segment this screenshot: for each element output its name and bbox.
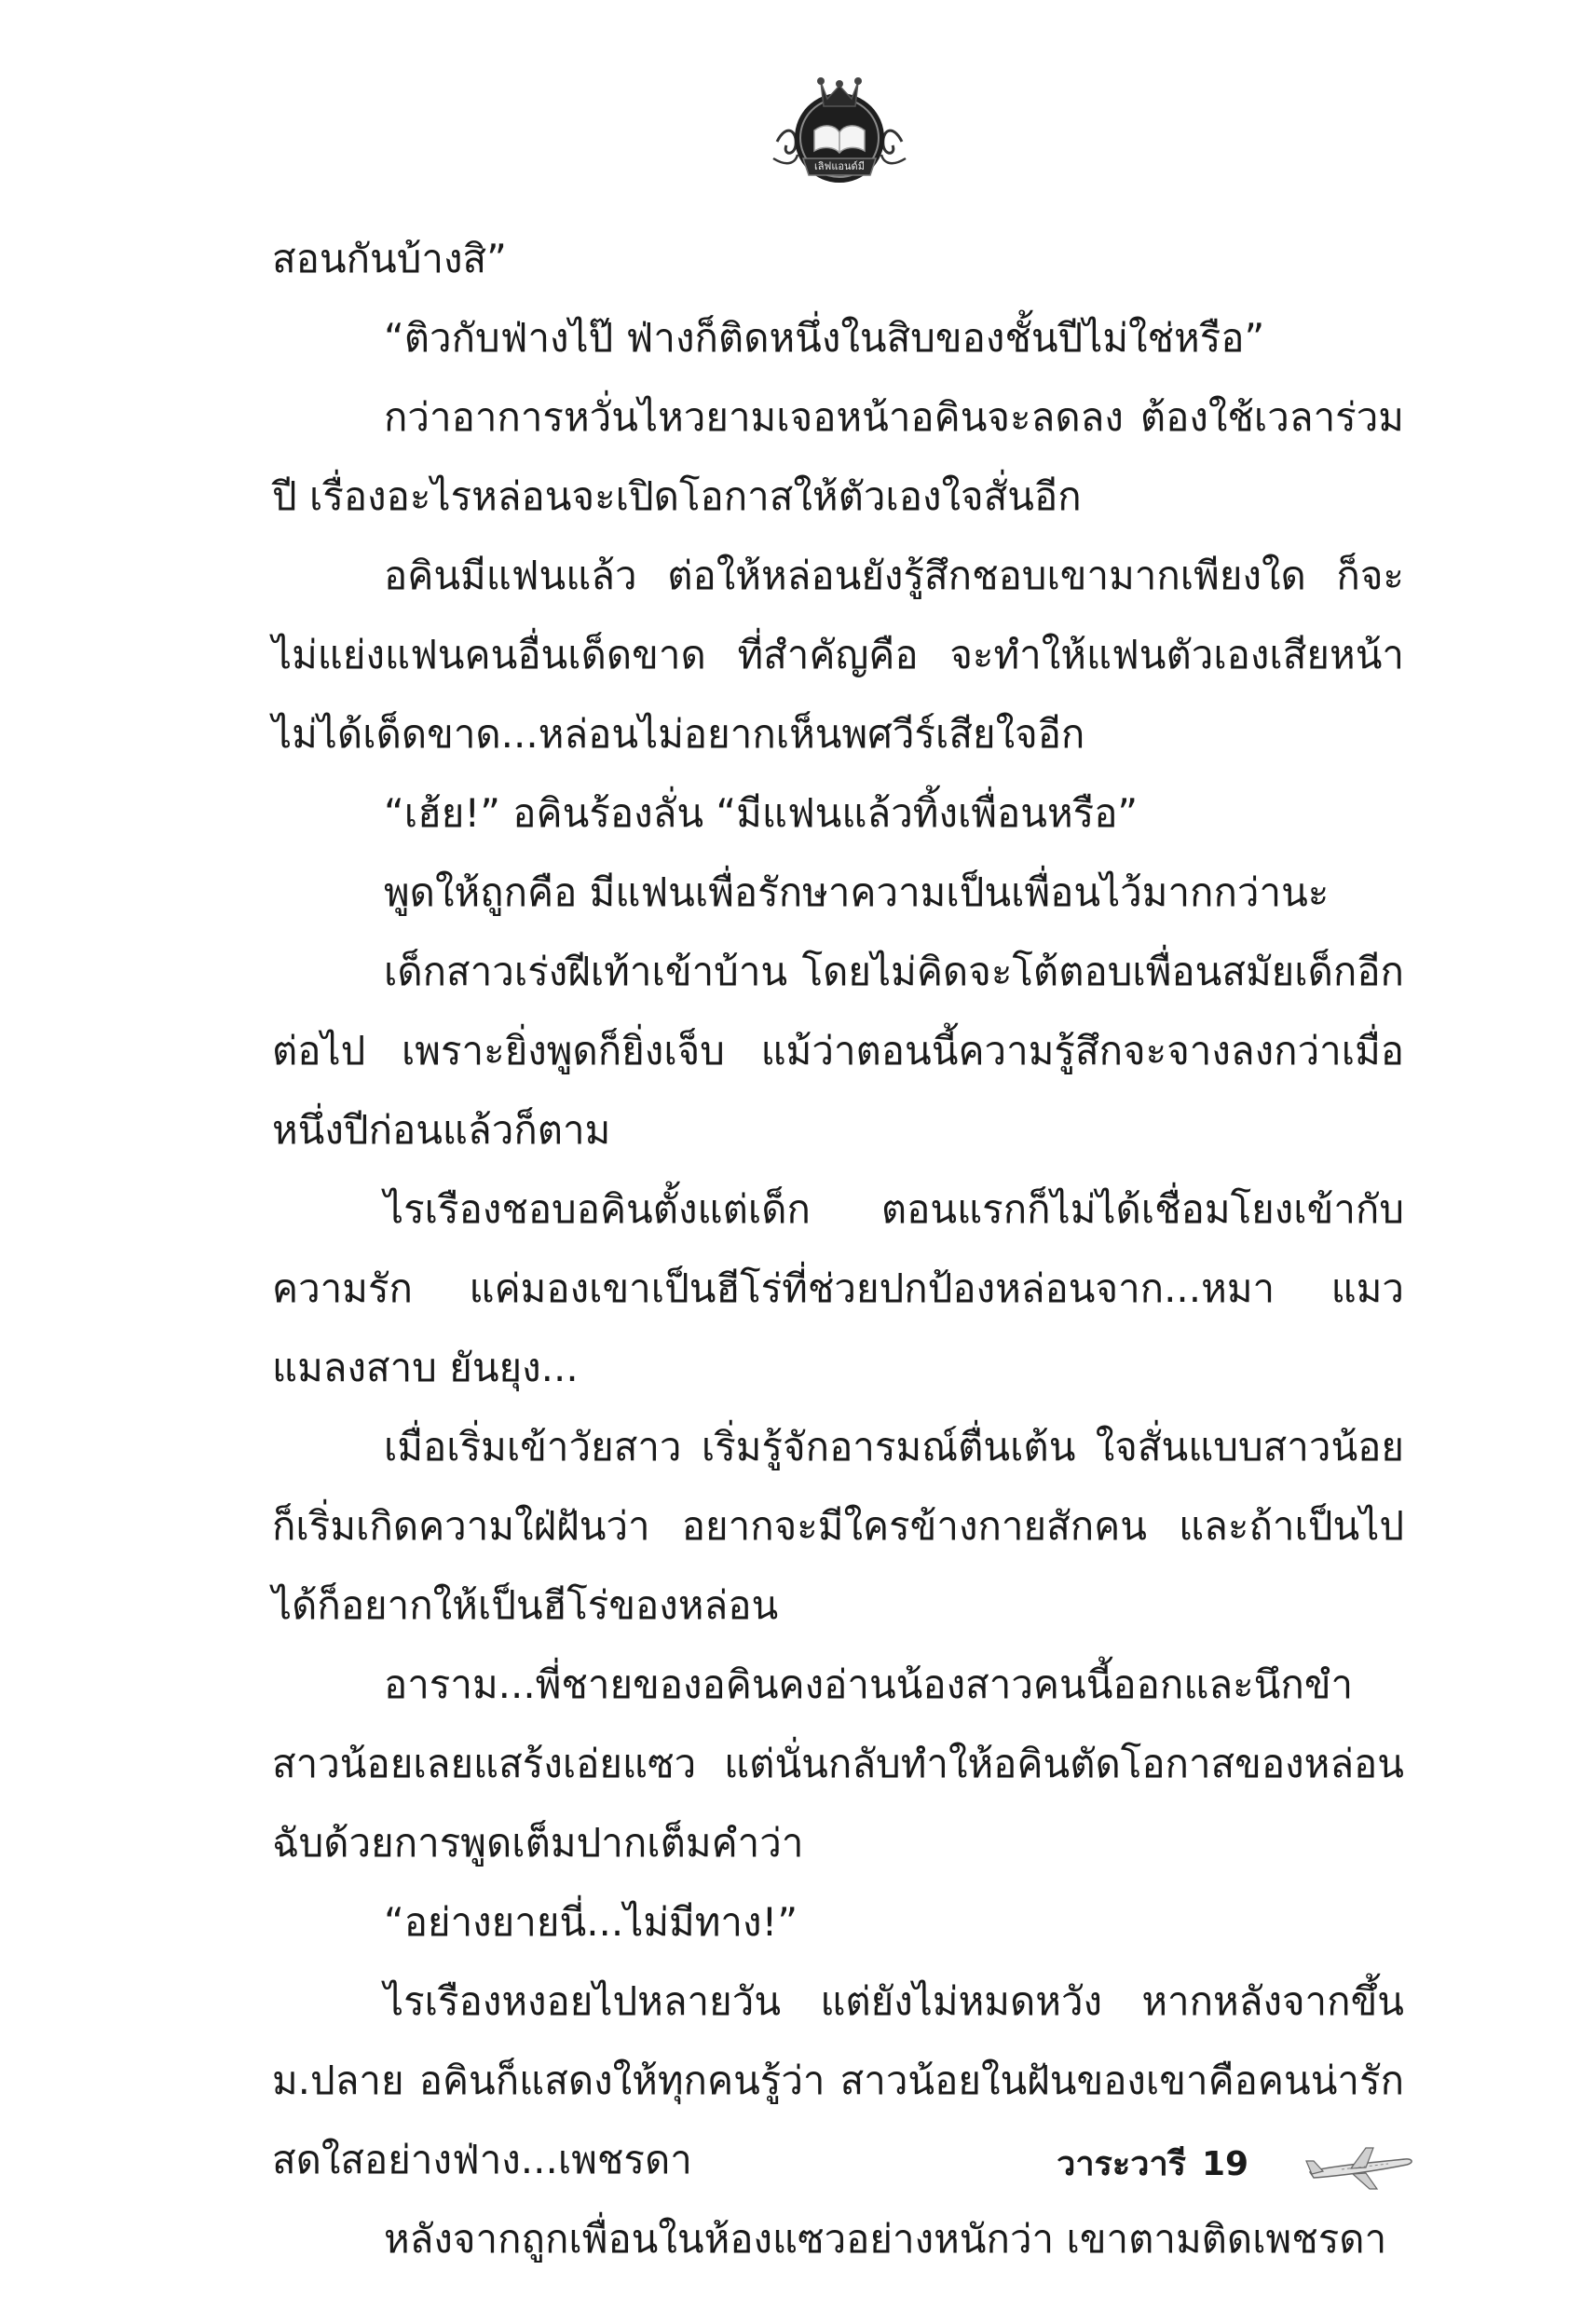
paragraph: อคินมีแฟนแล้ว ต่อให้หล่อนยังรู้สึกชอบเขามากเพียงใด ก็จะไม่แย่งแฟนคนอื่นเด็ดขาด ที่สำคัญคือ จะทำให้แฟนตัวเองเสียหน้าไม่ได้เด็ดขาด...หล่อนไม่อยากเห็นพศวีร์เสียใจอีก [272, 553, 1404, 757]
paragraph: ไรเรืองหงอยไปหลายวัน แต่ยังไม่หมดหวัง หากหลังจากขึ้นม.ปลาย อคินก็แสดงให้ทุกคนรู้ว่า สาวน้อยในฝันของเขาคือคนน่ารักสดใสอย่างฟ่าง...เพชรดา [272, 1978, 1404, 2182]
paragraph: “อย่างยายนี่...ไม่มีทาง!” [384, 1899, 798, 1945]
paragraph: เด็กสาวเร่งฝีเท้าเข้าบ้าน โดยไม่คิดจะโต้ตอบเพื่อนสมัยเด็กอีกต่อไป เพราะยิ่งพูดก็ยิ่งเจ็บ แม้ว่าตอนนี้ความรู้สึกจะจางลงกว่าเมื่อหนึ่งปีก่อนแล้วก็ตาม [272, 949, 1404, 1153]
page-number: 19 [1202, 2145, 1249, 2183]
paragraph: เมื่อเริ่มเข้าวัยสาว เริ่มรู้จักอารมณ์ตื่นเต้น ใจสั่นแบบสาวน้อยก็เริ่มเกิดความใฝ่ฝันว่า อยากจะมีใครข้างกายสักคน และถ้าเป็นไปได้ก็อยากให้เป็นฮีโร่ของหล่อน [272, 1424, 1404, 1628]
header-emblem [770, 65, 909, 196]
running-footer-title: วาระวารี [1057, 2145, 1186, 2183]
paragraph: สอนกันบ้างสิ” [272, 236, 507, 281]
paragraph: พูดให้ถูกคือ มีแฟนเพื่อรักษาความเป็นเพื่อนไว้มากกว่านะ [384, 869, 1330, 915]
paragraph: อาราม...พี่ชายของอคินคงอ่านน้องสาวคนนี้ออกและนึกขำสาวน้อยเลยแสร้งเอ่ยแซว แต่นั่นกลับทำให้อคินตัดโอกาสของหล่อนฉับด้วยการพูดเต็มปากเต็มคำว่า [272, 1661, 1404, 1866]
airplane-icon [1304, 2139, 1416, 2195]
paragraph: หลังจากถูกเพื่อนในห้องแซวอย่างหนักว่า เขาตามติดเพชรดา [384, 2216, 1387, 2262]
paragraph: กว่าอาการหวั่นไหวยามเจอหน้าอคินจะลดลง ต้องใช้เวลาร่วมปี เรื่องอะไรหล่อนจะเปิดโอกาสให้ตัวเองใจสั่นอีก [272, 394, 1404, 519]
body-text [272, 219, 1404, 2278]
emblem-text: เลิฟแอนด์มี [814, 160, 865, 172]
paragraph: “ติวกับฟ่างไป๊ ฟ่างก็ติดหนึ่งในสิบของชั้นปีไม่ใช่หรือ” [384, 315, 1265, 361]
paragraph: ไรเรืองชอบอคินตั้งแต่เด็ก ตอนแรกก็ไม่ได้เชื่อมโยงเข้ากับความรัก แค่มองเขาเป็นฮีโร่ที่ช่วยปกป้องหล่อนจาก...หมา แมว แมลงสาบ ยันยุง... [272, 1186, 1404, 1390]
ornate-crown-book-emblem-icon [770, 65, 909, 196]
paragraph: “เฮ้ย!” อคินร้องลั่น “มีแฟนแล้วทิ้งเพื่อนหรือ” [384, 790, 1139, 836]
